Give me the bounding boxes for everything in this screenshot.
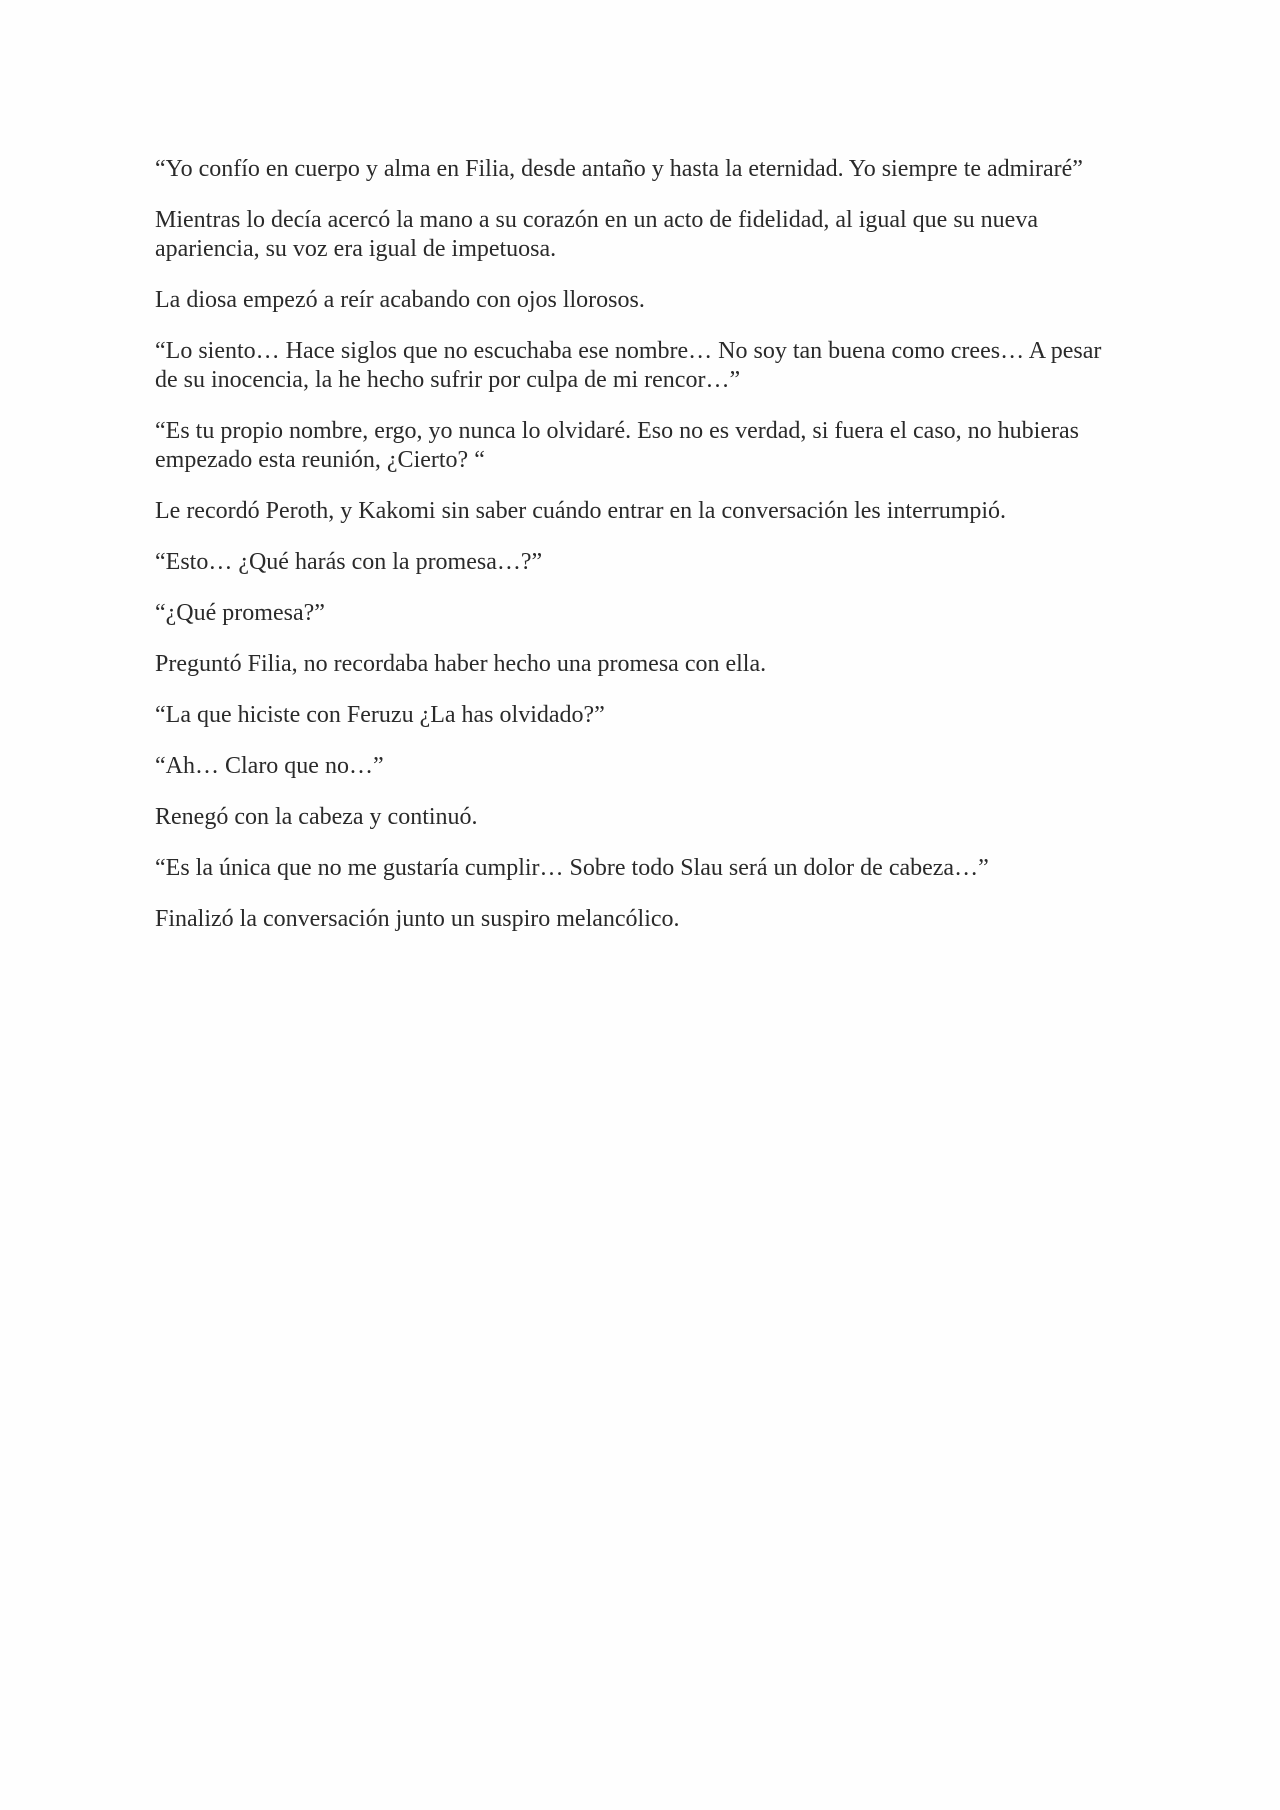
paragraph: “Yo confío en cuerpo y alma en Filia, desde antaño y hasta la eternidad. Yo siempre te admiraré”: [155, 156, 1083, 182]
paragraph: Preguntó Filia, no recordaba haber hecho una promesa con ella.: [155, 651, 767, 677]
paragraph: “Lo siento… Hace siglos que no escuchaba ese nombre… No soy tan buena como crees… A pesar de su inocencia, la he hecho sufrir por culpa de mi rencor…”: [155, 338, 1102, 393]
paragraph: “Esto… ¿Qué harás con la promesa…?”: [155, 549, 543, 575]
paragraph: La diosa empezó a reír acabando con ojos llorosos.: [155, 287, 645, 313]
paragraph: “Es la única que no me gustaría cumplir… Sobre todo Slau será un dolor de cabeza…”: [155, 855, 989, 881]
paragraph: “Ah… Claro que no…”: [155, 753, 384, 779]
paragraph: Le recordó Peroth, y Kakomi sin saber cuándo entrar en la conversación les interrumpió.: [155, 498, 1007, 524]
paragraph: Renegó con la cabeza y continuó.: [155, 804, 478, 830]
paragraph: “La que hiciste con Feruzu ¿La has olvidado?”: [155, 702, 605, 728]
paragraph: Finalizó la conversación junto un suspiro melancólico.: [155, 906, 680, 932]
document-body: [155, 155, 1130, 956]
paragraph: Mientras lo decía acercó la mano a su corazón en un acto de fidelidad, al igual que su nueva apariencia, su voz era igual de impetuosa.: [155, 207, 1038, 262]
paragraph: “¿Qué promesa?”: [155, 600, 325, 626]
paragraph: “Es tu propio nombre, ergo, yo nunca lo olvidaré. Eso no es verdad, si fuera el caso, no hubieras empezado esta reunión, ¿Cierto? “: [155, 418, 1079, 473]
